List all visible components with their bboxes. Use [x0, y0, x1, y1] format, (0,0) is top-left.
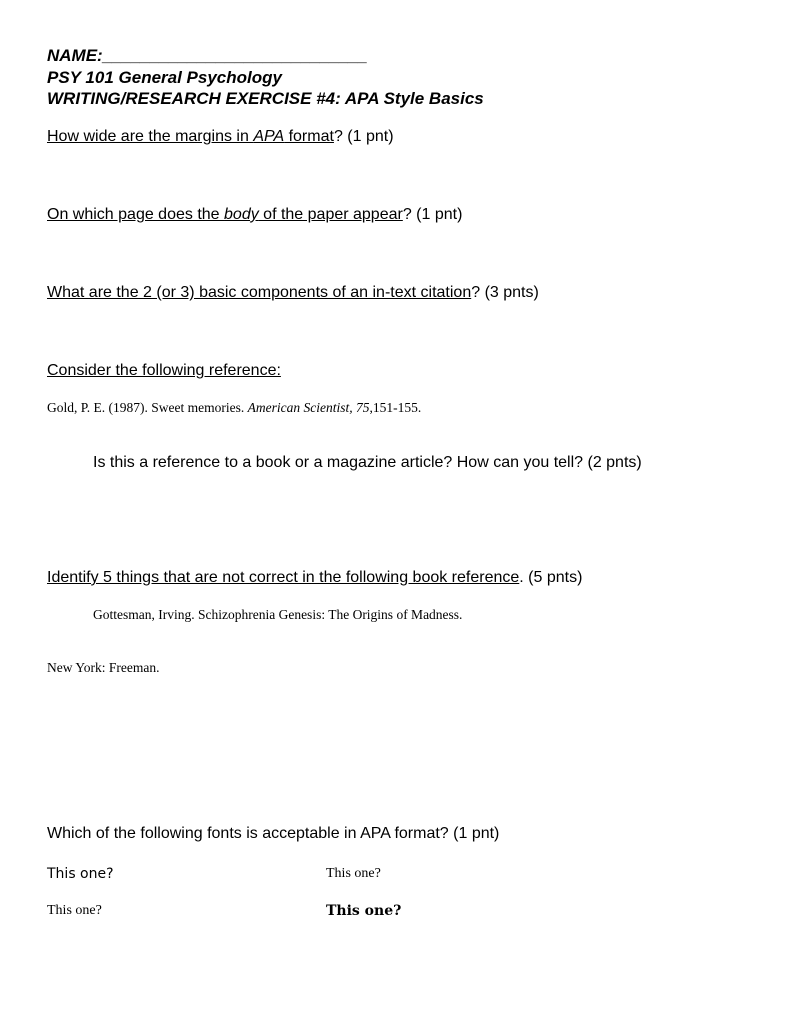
name-blank-line: ____________________________ — [102, 46, 368, 65]
question-2 — [47, 206, 462, 224]
q5-points: . (5 pnts) — [519, 569, 583, 586]
q3-text: What are the 2 (or 3) basic components of an in-text citation — [47, 284, 472, 301]
question-1 — [47, 128, 394, 146]
q2-text: On which page does the body of the paper appear — [47, 206, 403, 223]
question-6: Which of the following fonts is acceptable in APA format? (1 pnt) — [47, 825, 500, 842]
name-label: NAME: — [47, 46, 103, 65]
q5-reference-line-1: Gottesman, Irving. Schizophrenia Genesis: The Origins of Madness. — [93, 607, 463, 622]
q1-points: ? (1 pnt) — [333, 128, 394, 145]
q4-heading: Consider the following reference: — [47, 362, 281, 379]
font-option-serif-right: This one? — [326, 866, 381, 881]
font-option-heavy: This one? — [326, 903, 402, 919]
course-title: PSY 101 General Psychology — [47, 68, 282, 87]
font-option-comic: This one? — [47, 866, 114, 882]
question-5 — [47, 569, 582, 587]
q3-points: ? (3 pnts) — [471, 284, 539, 301]
q5-text: Identify 5 things that are not correct in the following book reference — [47, 569, 520, 586]
question-3 — [47, 284, 539, 302]
font-option-times: This one? — [47, 903, 102, 918]
q5-reference-line-2: New York: Freeman. — [47, 660, 160, 675]
name-field — [47, 46, 367, 66]
q4-subquestion: Is this a reference to a book or a magazine article? How can you tell? (2 pnts) — [93, 454, 642, 471]
q4-journal: American Scientist, 75 — [247, 400, 370, 415]
q2-points: ? (1 pnt) — [402, 206, 463, 223]
exercise-title: WRITING/RESEARCH EXERCISE #4: APA Style Basics — [47, 89, 484, 108]
q1-text: How wide are the margins in APA format — [47, 128, 334, 145]
q4-reference: Gold, P. E. (1987). Sweet memories. American Scientist, 75,151-155. — [47, 400, 422, 415]
